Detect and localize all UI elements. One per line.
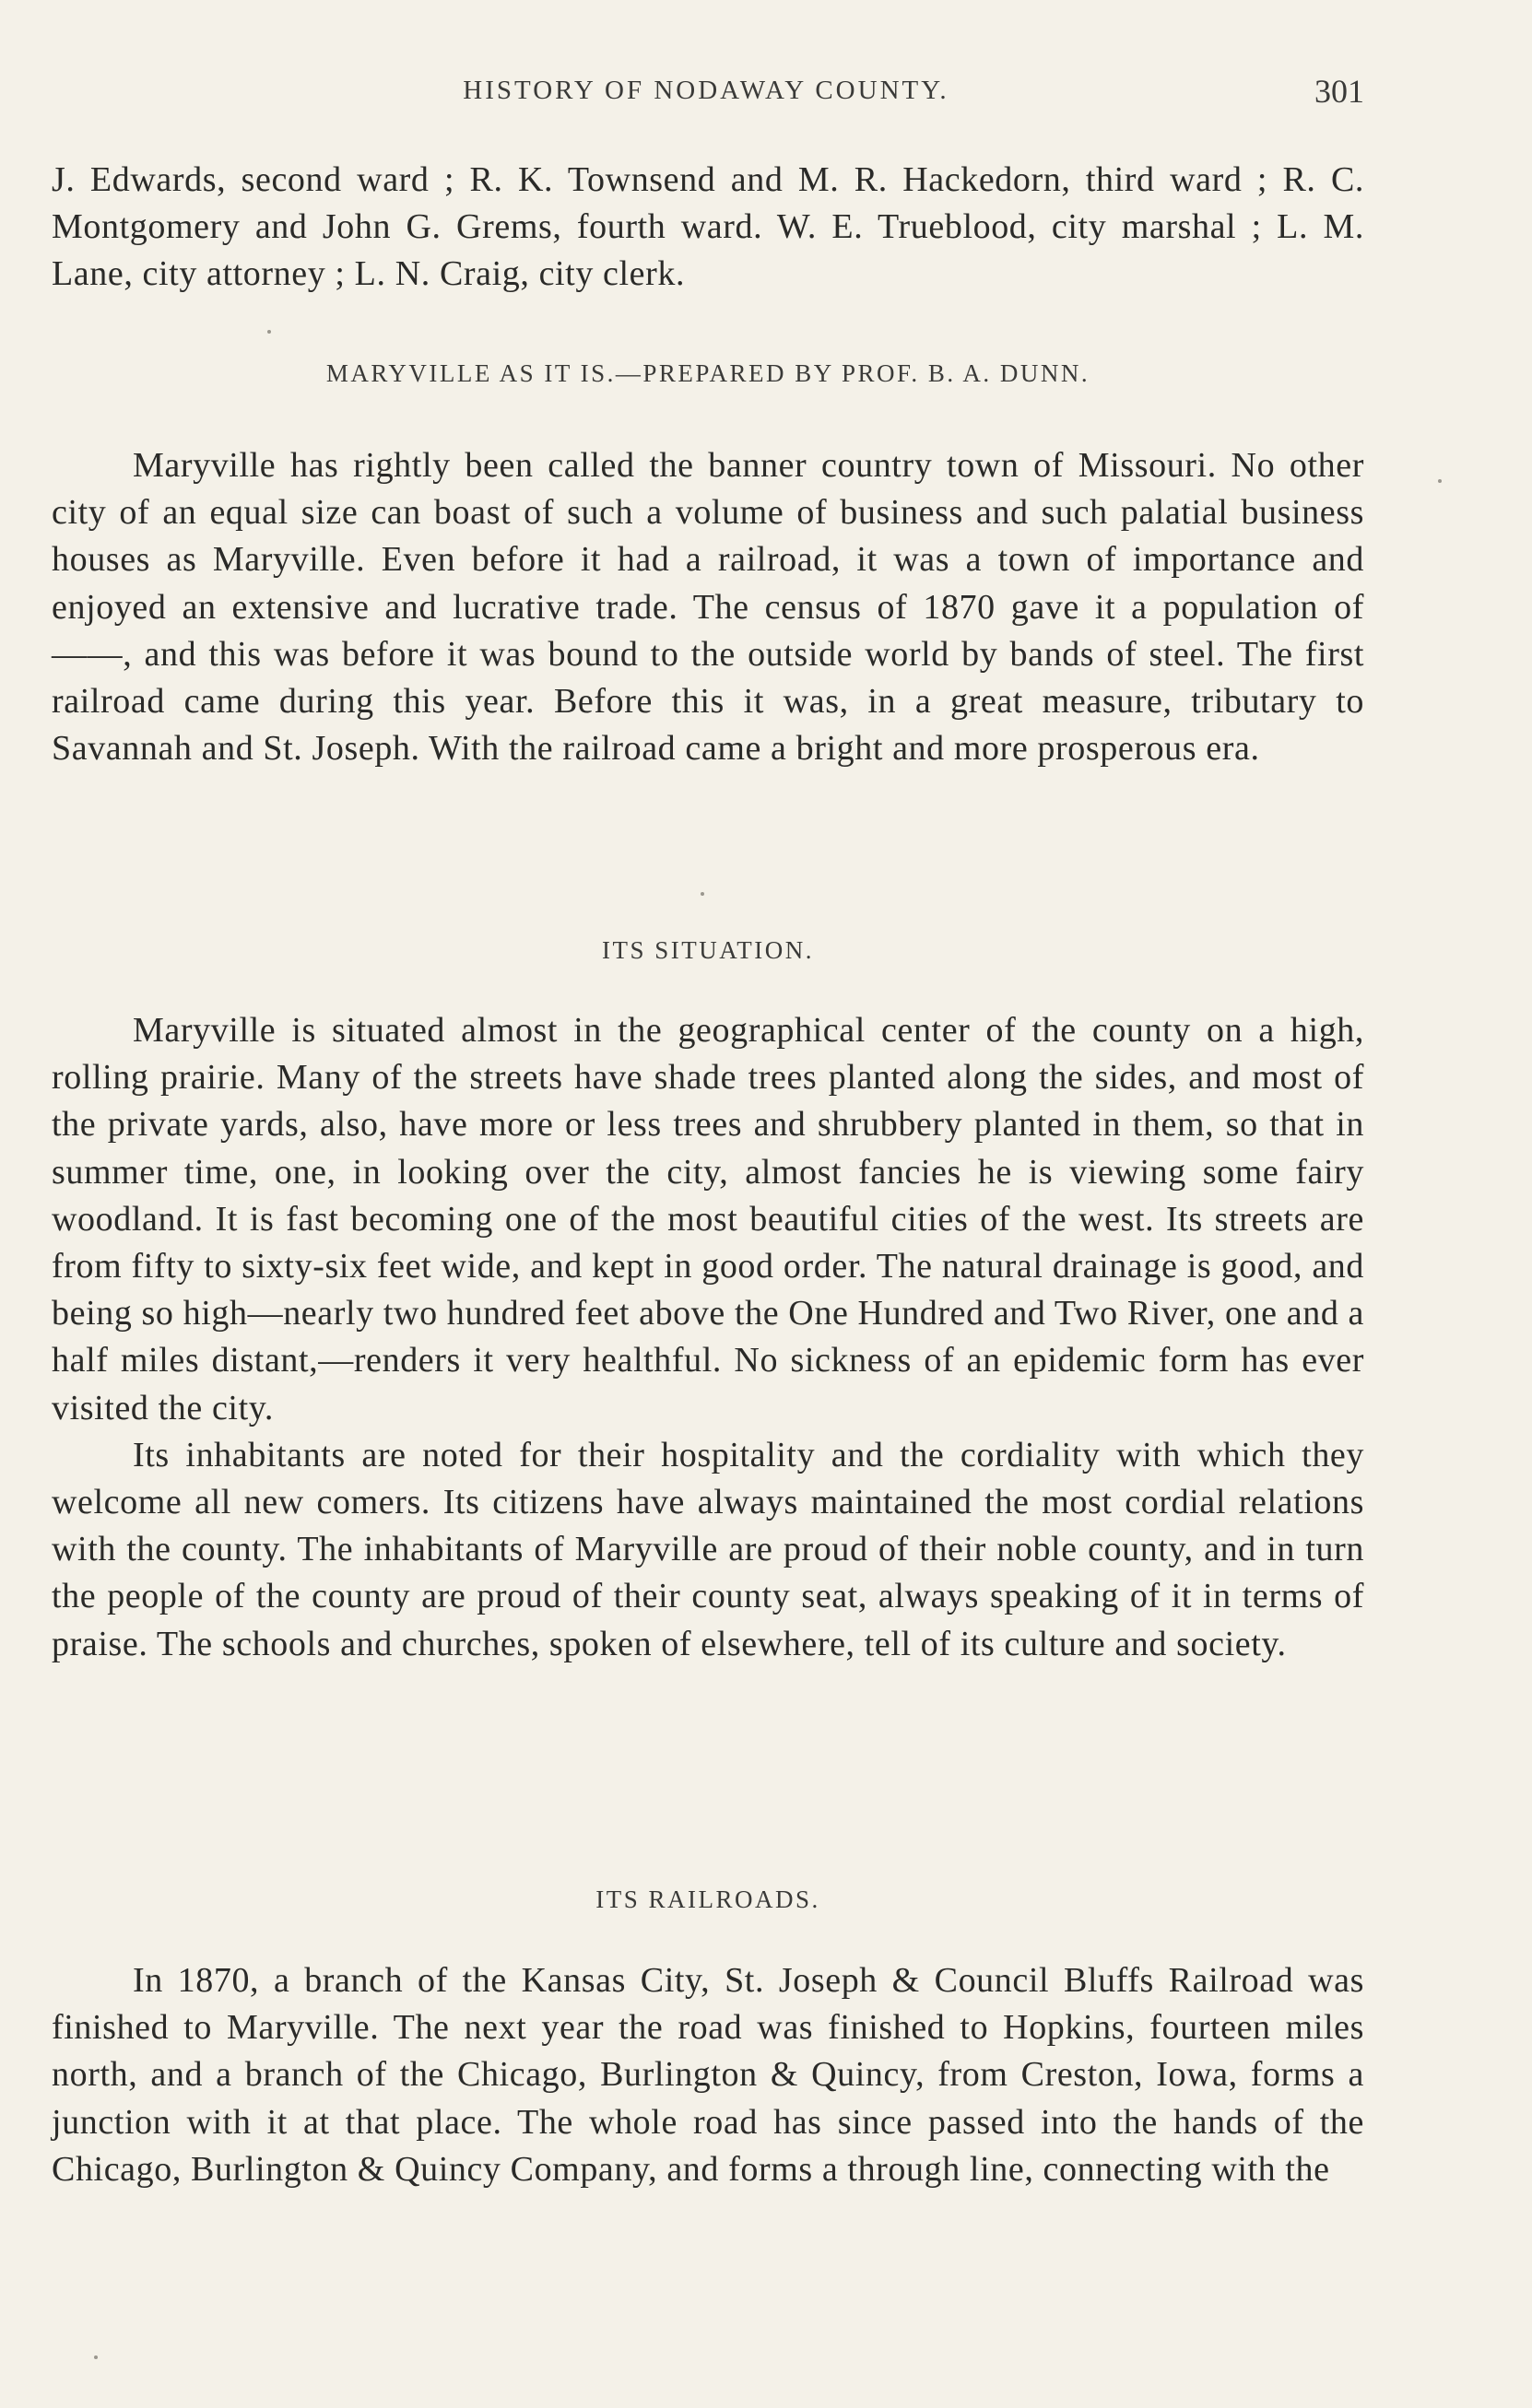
continuation-paragraph: J. Edwards, second ward ; R. K. Townsend and M. R. Hackedorn, third ward ; R. C. Montgomery and John G. Grems, fourth ward. W. E. Trueblood, city marshal ; L. M. Lane, city attorney ; L. N. Craig, city clerk.: [52, 160, 1364, 294]
paragraph-situation: Maryville is situated almost in the geographical center of the county on a high, rolling prairie. Many of the streets have shade trees planted along the sides, and most of the private yards, also, have more or less trees and shrubbery planted in them, so that in summer time, one, in looking over the city, almost fancies he is viewing some fairy woodland. It is fast becoming one of the most beautiful cities of the west. Its streets are from fifty to sixty-six feet wide, and kept in good order. The natural drainage is good, and being so high—nearly two hundred feet above the One Hundred and Two River, one and a half miles distant,—renders it very healthful. No sickness of an epidemic form has ever visited the city.: [52, 1011, 1364, 1427]
paragraph-banner-town: Maryville has rightly been called the banner country town of Missouri. No other city of an equal size can boast of such a volume of business and such palatial business houses as Maryville. Even before it had a railroad, it was a town of importance and enjoyed an extensive and lucrative trade. The census of 1870 gave it a population of ——, and this was before it was bound to the outside world by bands of steel. The first railroad came during this year. Before this it was, in a great measure, tributary to Savannah and St. Joseph. With the railroad came a bright and more prosperous era.: [52, 446, 1364, 769]
section-heading-its-situation: ITS SITUATION.: [602, 936, 814, 964]
paper-speck: [1438, 479, 1442, 483]
paragraph-inhabitants: Its inhabitants are noted for their hospitality and the cordiality with which they welcome all new comers. Its citizens have always maintained the most cordial relations with the county. The inhabitants of Maryville are proud of their noble county, and in turn the people of the county are proud of their county seat, always speaking of it in terms of praise. The schools and churches, spoken of elsewhere, tell of its culture and society.: [52, 1435, 1364, 1663]
paper-speck: [701, 892, 704, 896]
paper-speck: [267, 330, 271, 334]
running-head: HISTORY OF NODAWAY COUNTY.: [463, 76, 949, 105]
continuation-paragraph-block: [52, 157, 1364, 299]
section-heading-maryville-as-it-is: MARYVILLE AS IT IS.—PREPARED BY PROF. B. A. DUNN.: [325, 359, 1090, 387]
page-number: 301: [1314, 73, 1364, 110]
section-its-situation: [52, 1007, 1364, 1668]
section-its-railroads: [52, 1957, 1364, 2193]
paragraph-railroads: In 1870, a branch of the Kansas City, St. Joseph & Council Bluffs Railroad was finished to Maryville. The next year the road was finished to Hopkins, fourteen miles north, and a branch of the Chicago, Burlington & Quincy, from Creston, Iowa, forms a junction with it at that place. The whole road has since passed into the hands of the Chicago, Burlington & Quincy Company, and forms a through line, connecting with the: [52, 1961, 1364, 2189]
paper-speck: [94, 2355, 98, 2359]
section-maryville-as-it-is: [52, 442, 1364, 772]
section-heading-its-railroads: ITS RAILROADS.: [595, 1885, 820, 1913]
